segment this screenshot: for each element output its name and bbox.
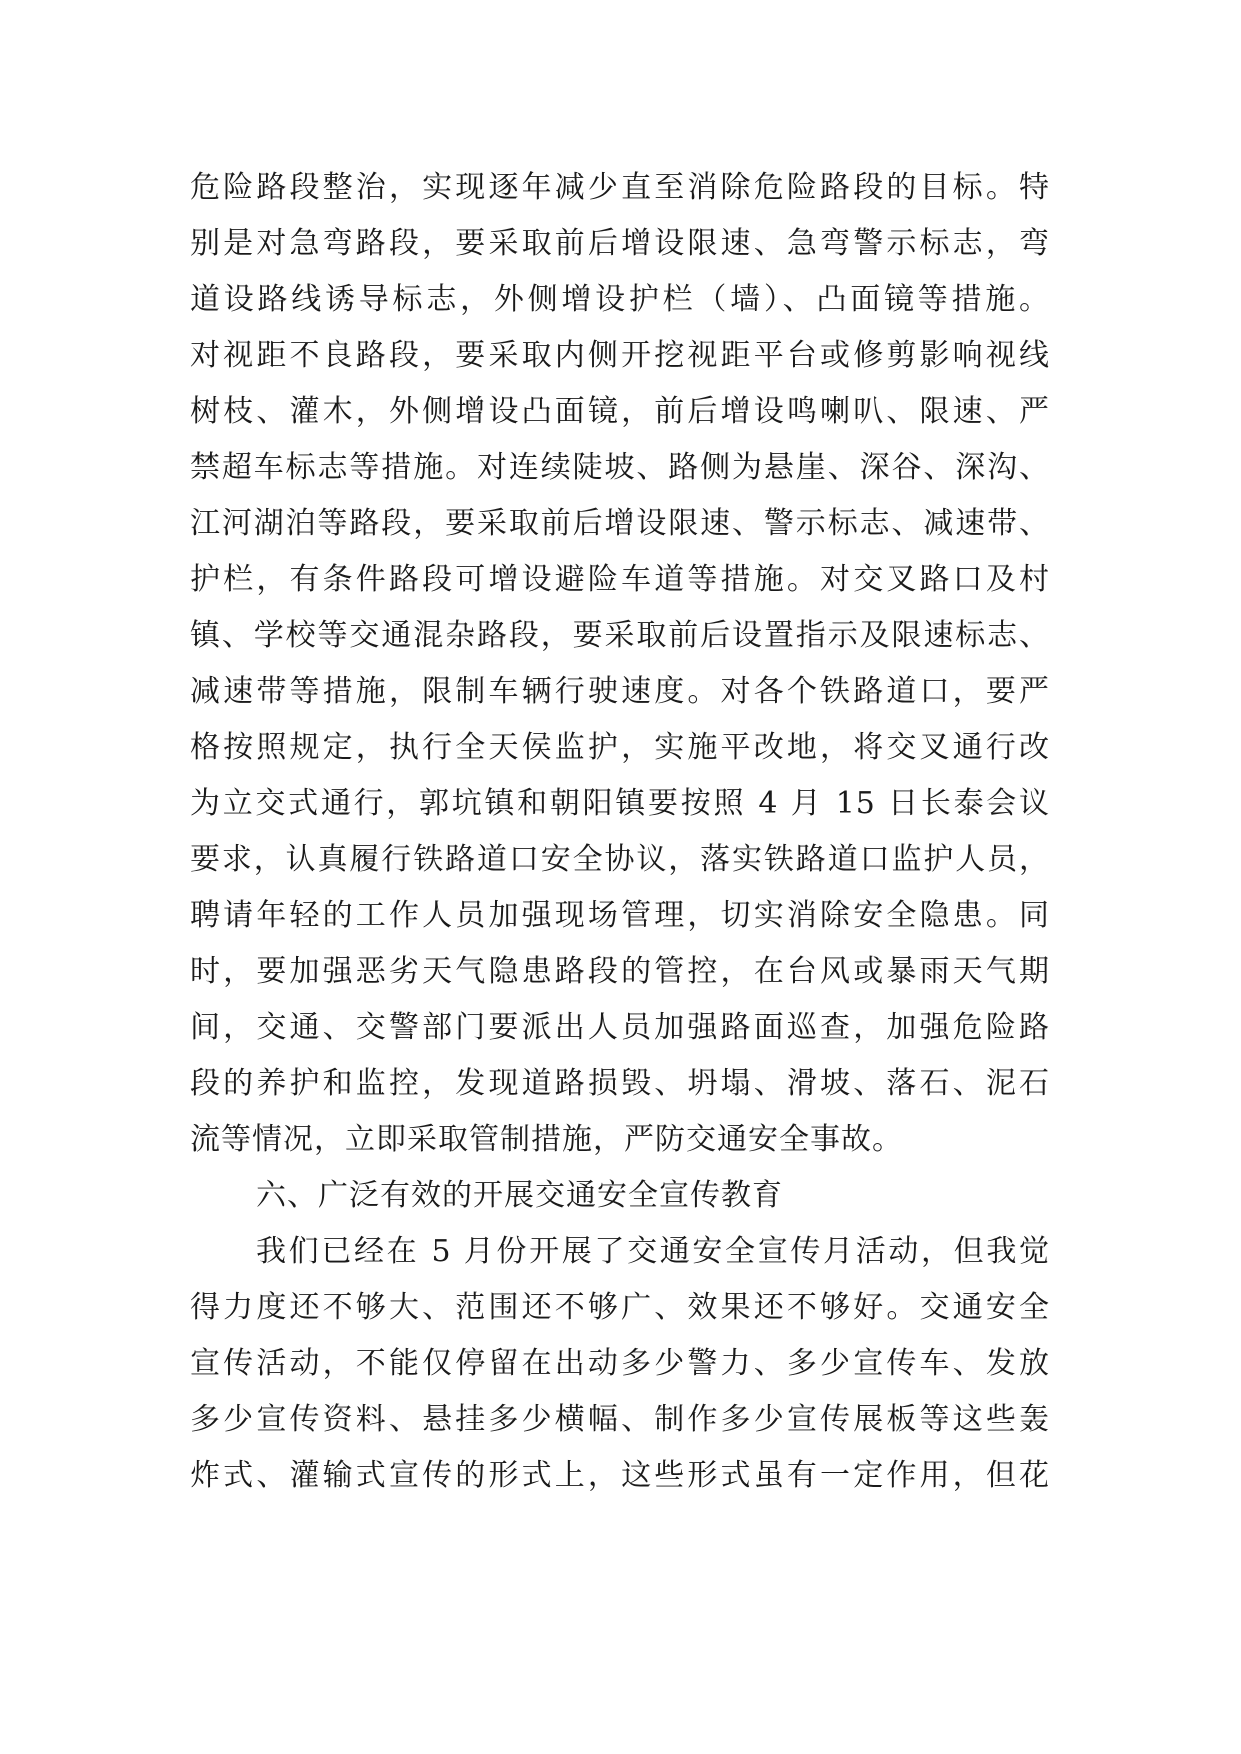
document-body bbox=[190, 160, 1050, 1504]
paragraph-line: 道设路线诱导标志，外侧增设护栏（墙）、凸面镜等措施。 bbox=[190, 282, 1050, 317]
paragraph-line: 格按照规定，执行全天侯监护，实施平改地，将交叉通行改 bbox=[190, 730, 1050, 765]
paragraph-line: 树枝、灌木，外侧增设凸面镜，前后增设鸣喇叭、限速、严 bbox=[190, 394, 1050, 429]
paragraph-line: 时，要加强恶劣天气隐患路段的管控，在台风或暴雨天气期 bbox=[190, 954, 1050, 989]
paragraph-line: 江河湖泊等路段，要采取前后增设限速、警示标志、减速带、 bbox=[190, 506, 1050, 541]
paragraph-line: 要求，认真履行铁路道口安全协议，落实铁路道口监护人员， bbox=[190, 842, 1050, 877]
paragraph-line: 别是对急弯路段，要采取前后增设限速、急弯警示标志，弯 bbox=[190, 226, 1050, 261]
paragraph-line: 我们已经在 5 月份开展了交通安全宣传月活动，但我觉 bbox=[256, 1234, 1050, 1269]
paragraph-line: 得力度还不够大、范围还不够广、效果还不够好。交通安全 bbox=[190, 1290, 1050, 1325]
paragraph-line: 炸式、灌输式宣传的形式上，这些形式虽有一定作用，但花 bbox=[190, 1458, 1050, 1493]
paragraph-line: 多少宣传资料、悬挂多少横幅、制作多少宣传展板等这些轰 bbox=[190, 1402, 1050, 1437]
paragraph-line: 护栏，有条件路段可增设避险车道等措施。对交叉路口及村 bbox=[190, 562, 1050, 597]
paragraph-line: 聘请年轻的工作人员加强现场管理，切实消除安全隐患。同 bbox=[190, 898, 1050, 933]
paragraph-line: 危险路段整治，实现逐年减少直至消除危险路段的目标。特 bbox=[190, 170, 1050, 205]
section-heading: 六、广泛有效的开展交通安全宣传教育 bbox=[256, 1178, 783, 1213]
paragraph-line: 减速带等措施，限制车辆行驶速度。对各个铁路道口，要严 bbox=[190, 674, 1050, 709]
paragraph-line: 间，交通、交警部门要派出人员加强路面巡查，加强危险路 bbox=[190, 1010, 1050, 1045]
paragraph-line: 段的养护和监控，发现道路损毁、坍塌、滑坡、落石、泥石 bbox=[190, 1066, 1050, 1101]
paragraph-line: 镇、学校等交通混杂路段，要采取前后设置指示及限速标志、 bbox=[190, 618, 1050, 653]
paragraph-line: 为立交式通行，郭坑镇和朝阳镇要按照 4 月 15 日长泰会议 bbox=[190, 786, 1050, 821]
paragraph-line: 对视距不良路段，要采取内侧开挖视距平台或修剪影响视线 bbox=[190, 338, 1050, 373]
paragraph-line: 宣传活动，不能仅停留在出动多少警力、多少宣传车、发放 bbox=[190, 1346, 1050, 1381]
paragraph-line: 流等情况，立即采取管制措施，严防交通安全事故。 bbox=[190, 1122, 903, 1157]
paragraph-line: 禁超车标志等措施。对连续陡坡、路侧为悬崖、深谷、深沟、 bbox=[190, 450, 1050, 485]
